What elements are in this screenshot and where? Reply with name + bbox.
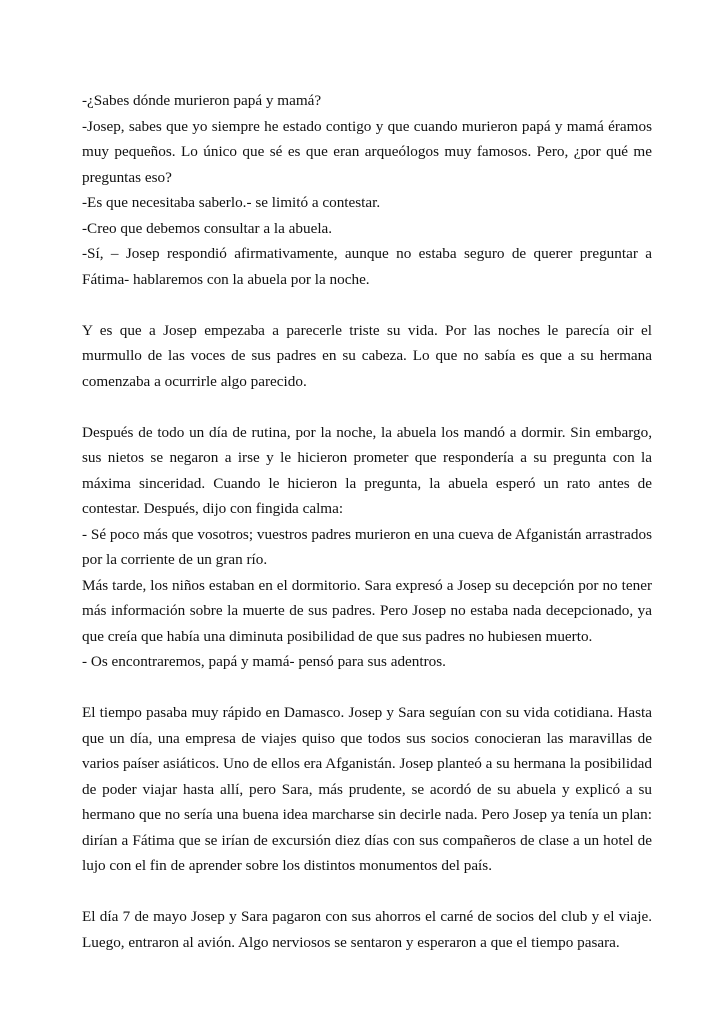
document-page xyxy=(82,88,652,955)
paragraph-spacer xyxy=(82,394,652,420)
dialogue-line: - Sé poco más que vosotros; vuestros padres murieron en una cueva de Afganistán arrastrados por la corriente de un gran río. xyxy=(82,525,652,568)
dialogue-line: -Creo que debemos consultar a la abuela. xyxy=(82,219,333,237)
story-paragraph: Más tarde, los niños estaban en el dormitorio. Sara expresó a Josep su decepción por no tener más información sobre la muerte de sus padres. Pero Josep no estaba nada decepcionado, ya que creía que había una diminuta posibilidad de que sus padres no hubiesen muerto. xyxy=(82,576,652,645)
dialogue-line: -Josep, sabes que yo siempre he estado contigo y que cuando murieron papá y mamá éramos muy pequeños. Lo único que sé es que eran arqueólogos muy famosos. Pero, ¿por qué me preguntas eso? xyxy=(82,117,652,186)
story-paragraph: Y es que a Josep empezaba a parecerle triste su vida. Por las noches le parecía oir el murmullo de las voces de sus padres en su cabeza. Lo que no sabía es que a su hermana comenzaba a ocurrirle algo parecido. xyxy=(82,321,652,390)
story-paragraph: Después de todo un día de rutina, por la noche, la abuela los mandó a dormir. Sin embargo, sus nietos se negaron a irse y le hicieron prometer que respondería a su pregunta con la máxima sinceridad. Cuando le hicieron la pregunta, la abuela esperó un rato antes de contestar. Después, dijo con fingida calma: xyxy=(82,423,652,517)
dialogue-line: -¿Sabes dónde murieron papá y mamá? xyxy=(82,92,322,109)
paragraph-spacer xyxy=(82,879,652,905)
dialogue-line: -Sí, – Josep respondió afirmativamente, aunque no estaba seguro de querer preguntar a Fátima- hablaremos con la abuela por la noche. xyxy=(82,245,652,288)
paragraph-spacer xyxy=(82,675,652,701)
dialogue-line: - Os encontraremos, papá y mamá- pensó para sus adentros. xyxy=(82,653,446,670)
story-paragraph: El día 7 de mayo Josep y Sara pagaron con sus ahorros el carné de socios del club y el viaje. Luego, entraron al avión. Algo nerviosos se sentaron y esperaron a que el tiempo pasara. xyxy=(82,908,652,951)
story-paragraph: El tiempo pasaba muy rápido en Damasco. Josep y Sara seguían con su vida cotidiana. Hasta que un día, una empresa de viajes quiso que todos sus socios conocieran las maravillas de varios paíser asiáticos. Uno de ellos era Afganistán. Josep planteó a su hermana la posibilidad de poder viajar hasta allí, pero Sara, más prudente, se acordó de su abuela y explicó a su hermano que no sería una buena idea marcharse sin decirle nada. Pero Josep ya tenía un plan: dirían a Fátima que se irían de excursión diez días con sus compañeros de clase a un hotel de lujo con el fin de aprender sobre los distintos monumentos del país. xyxy=(82,704,652,874)
paragraph-spacer xyxy=(82,292,652,318)
dialogue-line: -Es que necesitaba saberlo.- se limitó a contestar. xyxy=(82,194,381,211)
